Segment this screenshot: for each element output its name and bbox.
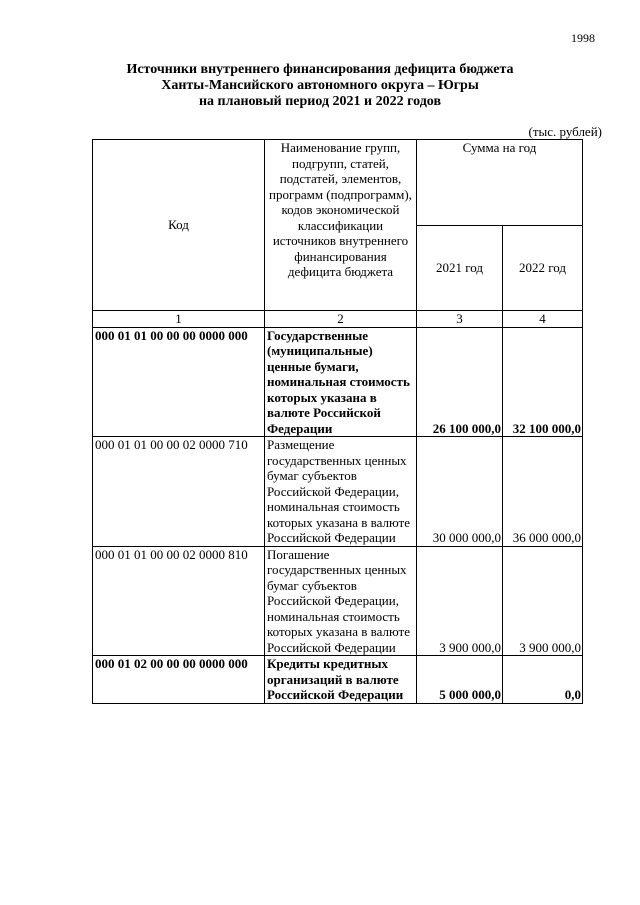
column-number-4: 4 <box>503 311 583 328</box>
header-row <box>93 140 583 226</box>
row-value-2022: 32 100 000,0 <box>503 327 583 437</box>
title-line-3: на плановый период 2021 и 2022 годов <box>198 94 442 109</box>
table-row <box>93 437 583 547</box>
units-label: (тыс. рублей) <box>528 124 602 139</box>
page-number: 1998 <box>571 31 595 45</box>
header-year-2021: 2021 год <box>417 225 503 311</box>
row-value-2021: 30 000 000,0 <box>417 437 503 547</box>
document-title <box>0 62 640 110</box>
row-value-2021: 26 100 000,0 <box>417 327 503 437</box>
column-number-row <box>93 311 583 328</box>
row-code: 000 01 01 00 00 02 0000 810 <box>93 546 265 656</box>
row-value-2022: 0,0 <box>503 656 583 704</box>
row-value-2022: 36 000 000,0 <box>503 437 583 547</box>
row-value-2021: 3 900 000,0 <box>417 546 503 656</box>
table-row <box>93 327 583 437</box>
row-code: 000 01 02 00 00 00 0000 000 <box>93 656 265 704</box>
header-code: Код <box>93 140 265 311</box>
row-code: 000 01 01 00 00 00 0000 000 <box>93 327 265 437</box>
table-row <box>93 656 583 704</box>
column-number-2: 2 <box>265 311 417 328</box>
column-number-1: 1 <box>93 311 265 328</box>
row-name: Кредиты кредитных организаций в валюте Российской Федерации <box>265 656 417 704</box>
header-name: Наименование групп, подгрупп, статей, подстатей, элементов, программ (подпрограмм), кодов экономической классификации источников внутреннего финансирования дефицита бюджета <box>265 140 417 311</box>
header-year-2022: 2022 год <box>503 225 583 311</box>
header-sum: Сумма на год <box>417 140 583 226</box>
row-name: Размещение государственных ценных бумаг субъектов Российской Федерации, номинальная стоимость которых указана в валюте Российской Федерации <box>265 437 417 547</box>
row-value-2021: 5 000 000,0 <box>417 656 503 704</box>
title-line-1: Источники внутреннего финансирования дефицита бюджета <box>126 62 514 77</box>
title-line-2: Ханты-Мансийского автономного округа – Югры <box>161 78 479 93</box>
row-code: 000 01 01 00 00 02 0000 710 <box>93 437 265 547</box>
row-name: Государственные (муниципальные) ценные бумаги, номинальная стоимость которых указана в валюте Российской Федерации <box>265 327 417 437</box>
row-value-2022: 3 900 000,0 <box>503 546 583 656</box>
financing-table <box>92 139 583 704</box>
table-row <box>93 546 583 656</box>
row-name: Погашение государственных ценных бумаг субъектов Российской Федерации, номинальная стоимость которых указана в валюте Российской Федерации <box>265 546 417 656</box>
column-number-3: 3 <box>417 311 503 328</box>
